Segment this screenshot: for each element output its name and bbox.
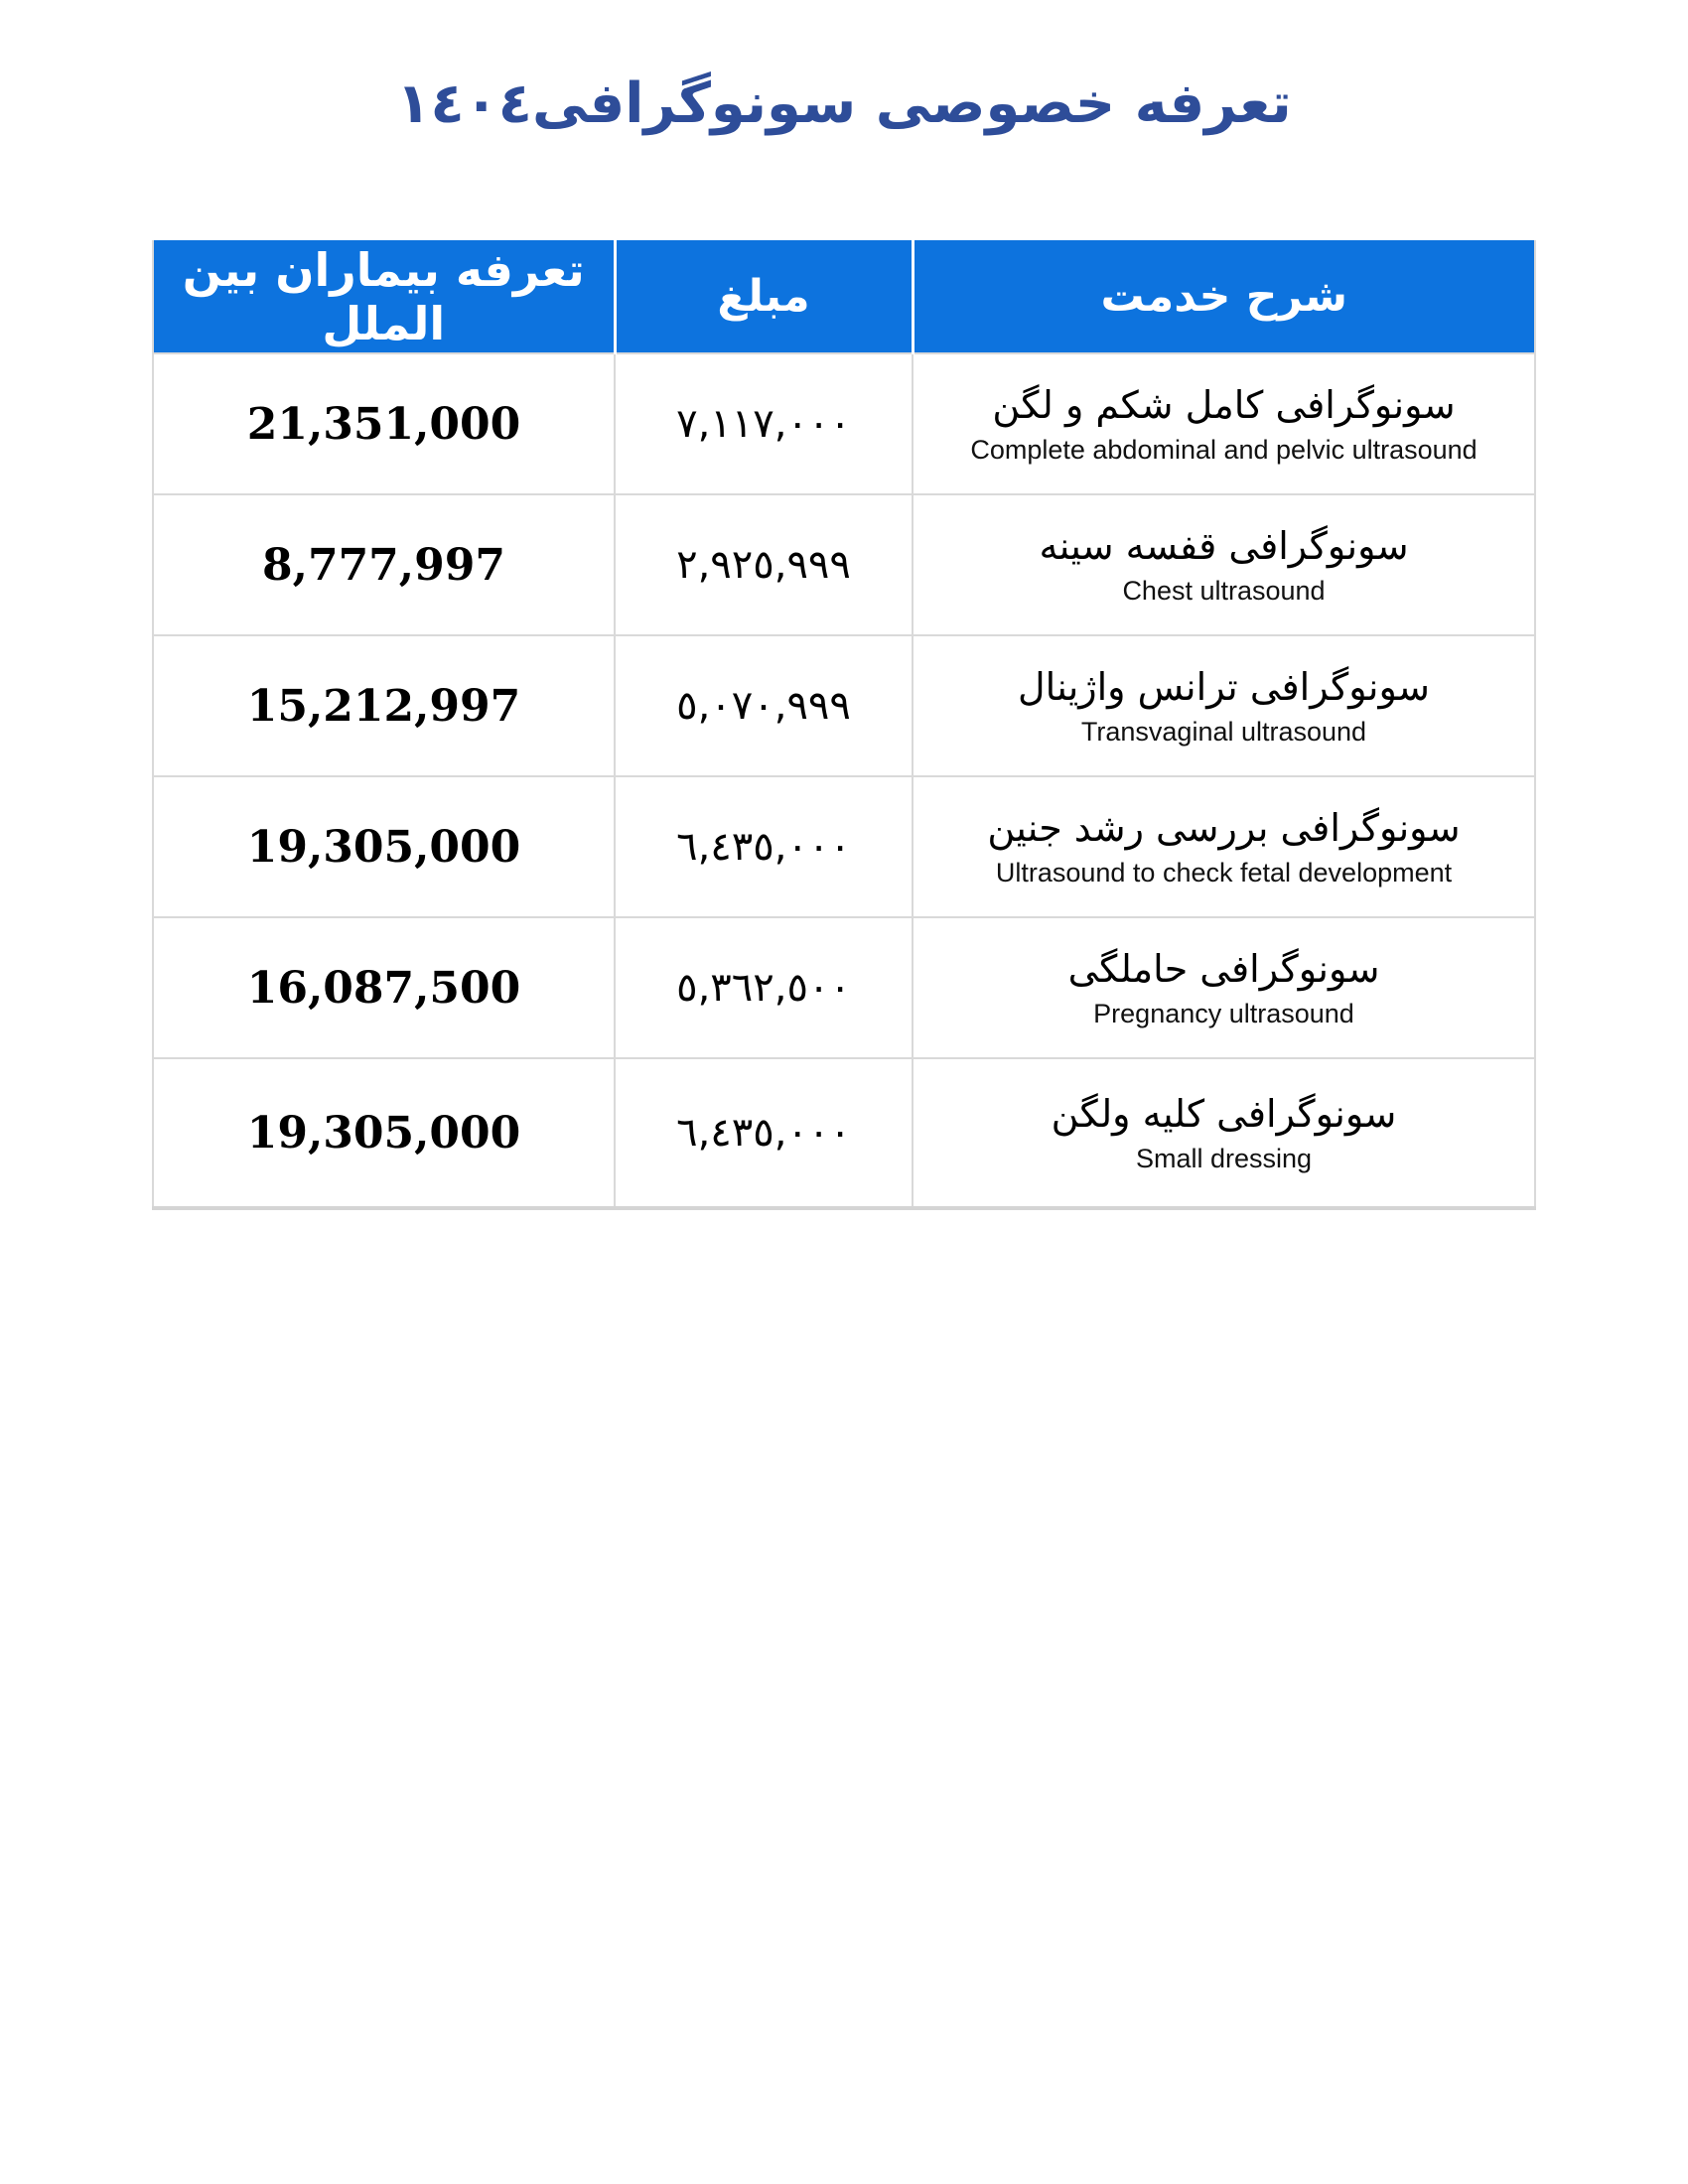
amount-cell bbox=[615, 635, 913, 776]
international-tariff-cell bbox=[153, 917, 615, 1058]
service-cell bbox=[913, 353, 1535, 494]
international-tariff-value: 15,212,997 bbox=[246, 680, 521, 732]
international-tariff-cell bbox=[153, 1058, 615, 1208]
amount-value: ٦,٤٣٥,٠٠٠ bbox=[676, 824, 851, 870]
amount-cell bbox=[615, 353, 913, 494]
page-title: تعرفه خصوصی سونوگرافی١٤٠٤ bbox=[396, 71, 1292, 136]
amount-cell bbox=[615, 1058, 913, 1208]
amount-value: ٥,٣٦٢,٥٠٠ bbox=[676, 965, 851, 1011]
amount-value: ٧,١١٧,٠٠٠ bbox=[676, 401, 851, 447]
table-row bbox=[153, 1058, 1535, 1208]
service-name-english: Ultrasound to check fetal development bbox=[995, 857, 1453, 887]
service-cell bbox=[913, 917, 1535, 1058]
amount-cell bbox=[615, 494, 913, 635]
tariff-table bbox=[152, 240, 1536, 1210]
service-name-english: Transvaginal ultrasound bbox=[1080, 716, 1367, 747]
service-name-farsi: سونوگرافی کامل شکم و لگن bbox=[992, 383, 1456, 428]
amount-cell bbox=[615, 917, 913, 1058]
service-name-farsi: سونوگرافی قفسه سینه bbox=[1039, 524, 1409, 569]
service-name-farsi: سونوگرافی ترانس واژینال bbox=[1018, 665, 1430, 710]
table-row bbox=[153, 635, 1535, 776]
international-tariff-cell bbox=[153, 776, 615, 917]
table-row bbox=[153, 917, 1535, 1058]
amount-value: ٦,٤٣٥,٠٠٠ bbox=[676, 1110, 851, 1156]
service-cell bbox=[913, 494, 1535, 635]
column-header-international-tariff: تعرفه بیماران بین الملل bbox=[153, 240, 615, 353]
international-tariff-cell bbox=[153, 494, 615, 635]
international-tariff-value: 19,305,000 bbox=[246, 821, 521, 873]
service-name-english: Complete abdominal and pelvic ultrasound bbox=[970, 434, 1477, 465]
service-cell bbox=[913, 1058, 1535, 1208]
international-tariff-value: 16,087,500 bbox=[246, 962, 521, 1014]
amount-cell bbox=[615, 776, 913, 917]
service-name-english: Pregnancy ultrasound bbox=[1093, 998, 1354, 1028]
service-cell bbox=[913, 776, 1535, 917]
table-header-row bbox=[153, 240, 1535, 353]
international-tariff-value: 19,305,000 bbox=[246, 1107, 521, 1159]
amount-value: ٥,٠٧٠,٩٩٩ bbox=[676, 683, 851, 729]
service-name-farsi: سونوگرافی بررسی رشد جنین bbox=[987, 806, 1461, 851]
service-name-english: Small dressing bbox=[1135, 1143, 1313, 1173]
column-header-service-description: شرح خدمت bbox=[913, 240, 1535, 353]
service-name-farsi: سونوگرافی حاملگی bbox=[1067, 947, 1380, 992]
column-header-amount: مبلغ bbox=[615, 240, 913, 353]
service-name-english: Chest ultrasound bbox=[1122, 575, 1326, 606]
amount-value: ٢,٩٢٥,٩٩٩ bbox=[676, 542, 851, 588]
table-row bbox=[153, 353, 1535, 494]
international-tariff-cell bbox=[153, 635, 615, 776]
international-tariff-value: 21,351,000 bbox=[246, 398, 521, 450]
service-cell bbox=[913, 635, 1535, 776]
international-tariff-cell bbox=[153, 353, 615, 494]
service-name-farsi: سونوگرافی کلیه ولگن bbox=[1051, 1092, 1397, 1137]
international-tariff-value: 8,777,997 bbox=[262, 539, 505, 591]
table-body bbox=[153, 353, 1535, 1208]
table-row bbox=[153, 776, 1535, 917]
table-row bbox=[153, 494, 1535, 635]
